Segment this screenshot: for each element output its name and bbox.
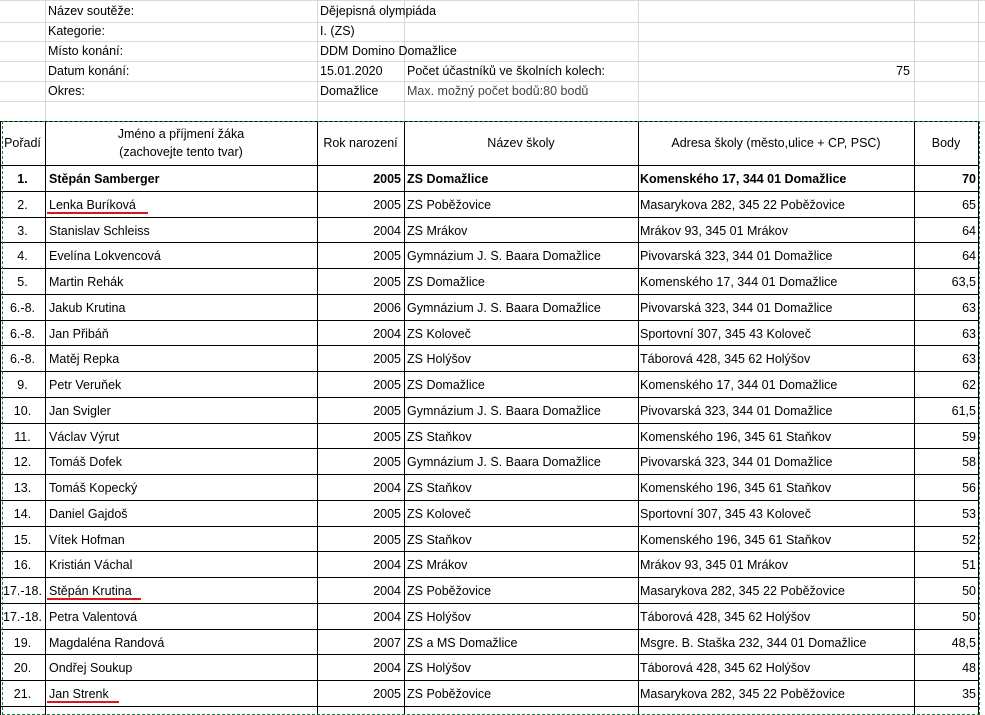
cell-school[interactable]: ZŠ Mrákov xyxy=(407,559,468,572)
value-category[interactable]: I. (ZŠ) xyxy=(320,25,355,38)
value-competition[interactable]: Dějepisná olympiáda xyxy=(320,5,437,18)
cell-rank[interactable]: 13. xyxy=(13,482,32,495)
cell-rank[interactable]: 17.-18. xyxy=(3,611,42,624)
cell-rank[interactable]: 6.-8. xyxy=(9,302,35,315)
cell-school[interactable]: ZŠ Holýšov xyxy=(407,611,471,624)
cell-year[interactable]: 2004 xyxy=(373,662,401,675)
cell-year[interactable]: 2005 xyxy=(373,431,401,444)
cell-address[interactable]: Pivovarská 323, 344 01 Domažlice xyxy=(640,250,833,263)
cell-points[interactable]: 64 xyxy=(962,250,976,263)
gridline-horizontal xyxy=(0,41,985,42)
cell-address[interactable]: Pivovarská 323, 344 01 Domažlice xyxy=(640,302,833,315)
cell-name[interactable]: Jan Strenk xyxy=(49,688,109,701)
table-border-vertical xyxy=(978,121,979,715)
cell-points[interactable]: 52 xyxy=(962,534,976,547)
cell-school[interactable]: ZŠ Staňkov xyxy=(407,534,472,547)
label-competition[interactable]: Název soutěže: xyxy=(48,5,135,18)
cell-rank[interactable]: 17.-18. xyxy=(3,585,42,598)
cell-school[interactable]: ZŠ Mrákov xyxy=(407,225,468,238)
cell-points[interactable]: 48 xyxy=(962,662,976,675)
gridline-horizontal xyxy=(0,101,985,102)
cell-year[interactable]: 2006 xyxy=(373,302,401,315)
cell-name[interactable]: Lenka Buríková xyxy=(49,199,136,212)
cell-points[interactable]: 59 xyxy=(962,431,976,444)
cell-rank[interactable]: 16. xyxy=(13,559,32,572)
gridline-vertical xyxy=(317,0,318,121)
cell-year[interactable]: 2005 xyxy=(373,456,401,469)
header-name-line1: Jméno a příjmení žáka xyxy=(117,128,245,141)
cell-name[interactable]: Jakub Krutina xyxy=(49,302,126,315)
cell-address[interactable]: Masarykova 282, 345 22 Poběžovice xyxy=(640,688,845,701)
table-border-horizontal xyxy=(0,121,978,122)
cell-points[interactable]: 51 xyxy=(962,559,976,572)
cell-rank[interactable]: 1. xyxy=(17,173,28,186)
cell-rank[interactable]: 21. xyxy=(13,688,32,701)
cell-year[interactable]: 2005 xyxy=(373,508,401,521)
cell-school[interactable]: ZŠ a MŠ Domažlice xyxy=(407,637,518,650)
gridline-vertical xyxy=(914,0,915,121)
cell-school[interactable]: ZŠ Holýšov xyxy=(407,353,471,366)
cell-school[interactable]: Gymnázium J. Š. Baara Domažlice xyxy=(407,250,601,263)
cell-year[interactable]: 2005 xyxy=(373,276,401,289)
gridline-vertical xyxy=(45,0,46,121)
cell-year[interactable]: 2007 xyxy=(373,637,401,650)
cell-address[interactable]: Pivovarská 323, 344 01 Domažlice xyxy=(640,456,833,469)
cell-school[interactable]: ZŠ Holýšov xyxy=(407,662,471,675)
cell-name[interactable]: Martin Rehák xyxy=(49,276,124,289)
header-name-line2: (zachovejte tento tvar) xyxy=(119,146,243,159)
cell-points[interactable]: 61,5 xyxy=(951,405,976,418)
cell-points[interactable]: 63,5 xyxy=(951,276,976,289)
value-venue[interactable]: DDM Domino Domažlice xyxy=(320,45,457,58)
label-category[interactable]: Kategorie: xyxy=(48,25,105,38)
cell-name[interactable]: Štěpán Krutina xyxy=(49,585,132,598)
cell-year[interactable]: 2005 xyxy=(373,379,401,392)
gridline-vertical xyxy=(404,0,405,121)
cell-name[interactable]: Štěpán Šamberger xyxy=(49,173,160,186)
cell-school[interactable]: ZŠ Poběžovice xyxy=(407,585,492,598)
cell-points[interactable]: 50 xyxy=(962,585,976,598)
cell-address[interactable]: Msgre. B. Staška 232, 344 01 Domažlice xyxy=(640,637,867,650)
red-underline-annotation xyxy=(47,701,119,703)
cell-school[interactable]: ZŠ Koloveč xyxy=(407,508,471,521)
cell-address[interactable]: Táborová 428, 345 62 Holýšov xyxy=(640,662,811,675)
gridline-horizontal xyxy=(0,61,985,62)
cell-year[interactable]: 2005 xyxy=(373,250,401,263)
cell-name[interactable]: Petr Veruňek xyxy=(49,379,122,392)
cell-address[interactable]: Komenského 196, 345 61 Staňkov xyxy=(640,482,832,495)
label-participants[interactable]: Počet účastníků ve školních kolech: xyxy=(407,65,606,78)
cell-year[interactable]: 2005 xyxy=(373,353,401,366)
cell-points[interactable]: 65 xyxy=(962,199,976,212)
cell-year[interactable]: 2004 xyxy=(373,328,401,341)
cell-points[interactable]: 58 xyxy=(962,456,976,469)
cell-address[interactable]: Komenského 17, 344 01 Domažlice xyxy=(640,276,838,289)
cell-rank[interactable]: 4. xyxy=(17,250,28,263)
label-date[interactable]: Datum konání: xyxy=(48,65,130,78)
cell-points[interactable]: 63 xyxy=(962,328,976,341)
cell-year[interactable]: 2004 xyxy=(373,482,401,495)
cell-year[interactable]: 2004 xyxy=(373,611,401,624)
cell-rank[interactable]: 2. xyxy=(17,199,28,212)
cell-address[interactable]: Masarykova 282, 345 22 Poběžovice xyxy=(640,199,845,212)
cell-rank[interactable]: 6.-8. xyxy=(9,328,35,341)
cell-year[interactable]: 2005 xyxy=(373,199,401,212)
cell-school[interactable]: Gymnázium J. Š. Baara Domažlice xyxy=(407,456,601,469)
value-participants[interactable]: 75 xyxy=(896,65,910,78)
cell-rank[interactable]: 15. xyxy=(13,534,32,547)
cell-rank[interactable]: 12. xyxy=(13,456,32,469)
cell-rank[interactable]: 11. xyxy=(14,431,31,444)
cell-year[interactable]: 2005 xyxy=(373,688,401,701)
cell-name[interactable]: Evelína Lokvencová xyxy=(49,250,161,263)
red-underline-annotation xyxy=(47,212,148,214)
gridline-horizontal xyxy=(0,0,985,1)
header-year: Rok narození xyxy=(323,137,398,150)
table-border-horizontal xyxy=(0,706,978,707)
cell-points[interactable]: 62 xyxy=(962,379,976,392)
header-school: Název školy xyxy=(487,137,555,150)
cell-school[interactable]: Gymnázium J. Š. Baara Domažlice xyxy=(407,405,601,418)
cell-name[interactable]: Jan Švigler xyxy=(49,405,111,418)
cell-address[interactable]: Komenského 17, 344 01 Domažlice xyxy=(640,379,838,392)
cell-points[interactable]: 70 xyxy=(962,173,976,186)
gridline-horizontal xyxy=(0,22,985,23)
cell-address[interactable]: Sportovní 307, 345 43 Koloveč xyxy=(640,328,811,341)
cell-points[interactable]: 63 xyxy=(962,302,976,315)
cell-name[interactable]: Ondřej Soukup xyxy=(49,662,133,675)
cell-address[interactable]: Táborová 428, 345 62 Holýšov xyxy=(640,611,811,624)
value-date[interactable]: 15.01.2020 xyxy=(320,65,383,78)
cell-address[interactable]: Komenského 196, 345 61 Staňkov xyxy=(640,431,832,444)
cell-address[interactable]: Sportovní 307, 345 43 Koloveč xyxy=(640,508,811,521)
header-points: Body xyxy=(931,137,961,150)
cell-name[interactable]: Vítek Hofman xyxy=(49,534,125,547)
label-district[interactable]: Okres: xyxy=(48,85,85,98)
cell-address[interactable]: Komenského 17, 344 01 Domažlice xyxy=(640,173,847,186)
cell-name[interactable]: Tomáš Kopecký xyxy=(49,482,138,495)
red-underline-annotation xyxy=(47,598,141,600)
cell-year[interactable]: 2004 xyxy=(373,585,401,598)
cell-rank[interactable]: 9. xyxy=(17,379,28,392)
label-venue[interactable]: Místo konání: xyxy=(48,45,124,58)
cell-school[interactable]: Gymnázium J. Š. Baara Domažlice xyxy=(407,302,601,315)
header-rank: Pořadí xyxy=(4,137,41,150)
cell-rank[interactable]: 5. xyxy=(17,276,28,289)
cell-name[interactable]: Tomáš Dofek xyxy=(49,456,122,469)
cell-name[interactable]: Petra Valentová xyxy=(49,611,138,624)
cell-name[interactable]: Daniel Gajdoš xyxy=(49,508,128,521)
cell-year[interactable]: 2004 xyxy=(373,225,401,238)
cell-school[interactable]: ZŠ Domažlice xyxy=(407,276,485,289)
cell-school[interactable]: ZŠ Domažlice xyxy=(407,173,489,186)
cell-school[interactable]: ZŠ Poběžovice xyxy=(407,688,492,701)
cell-address[interactable]: Pivovarská 323, 344 01 Domažlice xyxy=(640,405,833,418)
cell-rank[interactable]: 6.-8. xyxy=(9,353,35,366)
gridline-horizontal xyxy=(0,81,985,82)
header-address: Adresa školy (město,ulice + ČP, PSČ) xyxy=(671,137,881,150)
cell-name[interactable]: Magdaléna Randová xyxy=(49,637,165,650)
cell-address[interactable]: Táborová 428, 345 62 Holýšov xyxy=(640,353,811,366)
cell-points[interactable]: 50 xyxy=(962,611,976,624)
cell-address[interactable]: Komenského 196, 345 61 Staňkov xyxy=(640,534,832,547)
cell-school[interactable]: ZŠ Koloveč xyxy=(407,328,471,341)
cell-points[interactable]: 48,5 xyxy=(951,637,976,650)
cell-address[interactable]: Mrákov 93, 345 01 Mrákov xyxy=(640,559,788,572)
cell-points[interactable]: 63 xyxy=(962,353,976,366)
cell-name[interactable]: Kristián Váchal xyxy=(49,559,133,572)
gridline-vertical xyxy=(638,0,639,121)
cell-school[interactable]: ZŠ Poběžovice xyxy=(407,199,492,212)
cell-points[interactable]: 35 xyxy=(962,688,976,701)
cell-year[interactable]: 2005 xyxy=(373,534,401,547)
cell-address[interactable]: Mrákov 93, 345 01 Mrákov xyxy=(640,225,788,238)
cell-rank[interactable]: 14. xyxy=(13,508,32,521)
cell-school[interactable]: ZŠ Staňkov xyxy=(407,431,472,444)
cell-points[interactable]: 64 xyxy=(962,225,976,238)
cell-year[interactable]: 2005 xyxy=(373,173,401,186)
cell-name[interactable]: Stanislav Schleiss xyxy=(49,225,150,238)
cell-points[interactable]: 56 xyxy=(962,482,976,495)
cell-rank[interactable]: 10. xyxy=(13,405,32,418)
cell-name[interactable]: Matěj Repka xyxy=(49,353,120,366)
cell-rank[interactable]: 19. xyxy=(13,637,32,650)
value-district[interactable]: Domažlice xyxy=(320,85,379,98)
cell-school[interactable]: ZŠ Domažlice xyxy=(407,379,485,392)
max-points-note[interactable]: Max. možný počet bodů:80 bodů xyxy=(407,85,589,98)
cell-rank[interactable]: 20. xyxy=(13,662,32,675)
gridline-vertical xyxy=(978,0,979,121)
cell-name[interactable]: Jan Přibáň xyxy=(49,328,109,341)
cell-address[interactable]: Masarykova 282, 345 22 Poběžovice xyxy=(640,585,845,598)
cell-rank[interactable]: 3. xyxy=(17,225,28,238)
cell-points[interactable]: 53 xyxy=(962,508,976,521)
cell-year[interactable]: 2005 xyxy=(373,405,401,418)
cell-year[interactable]: 2004 xyxy=(373,559,401,572)
cell-name[interactable]: Václav Výrut xyxy=(49,431,120,444)
cell-school[interactable]: ZŠ Staňkov xyxy=(407,482,472,495)
